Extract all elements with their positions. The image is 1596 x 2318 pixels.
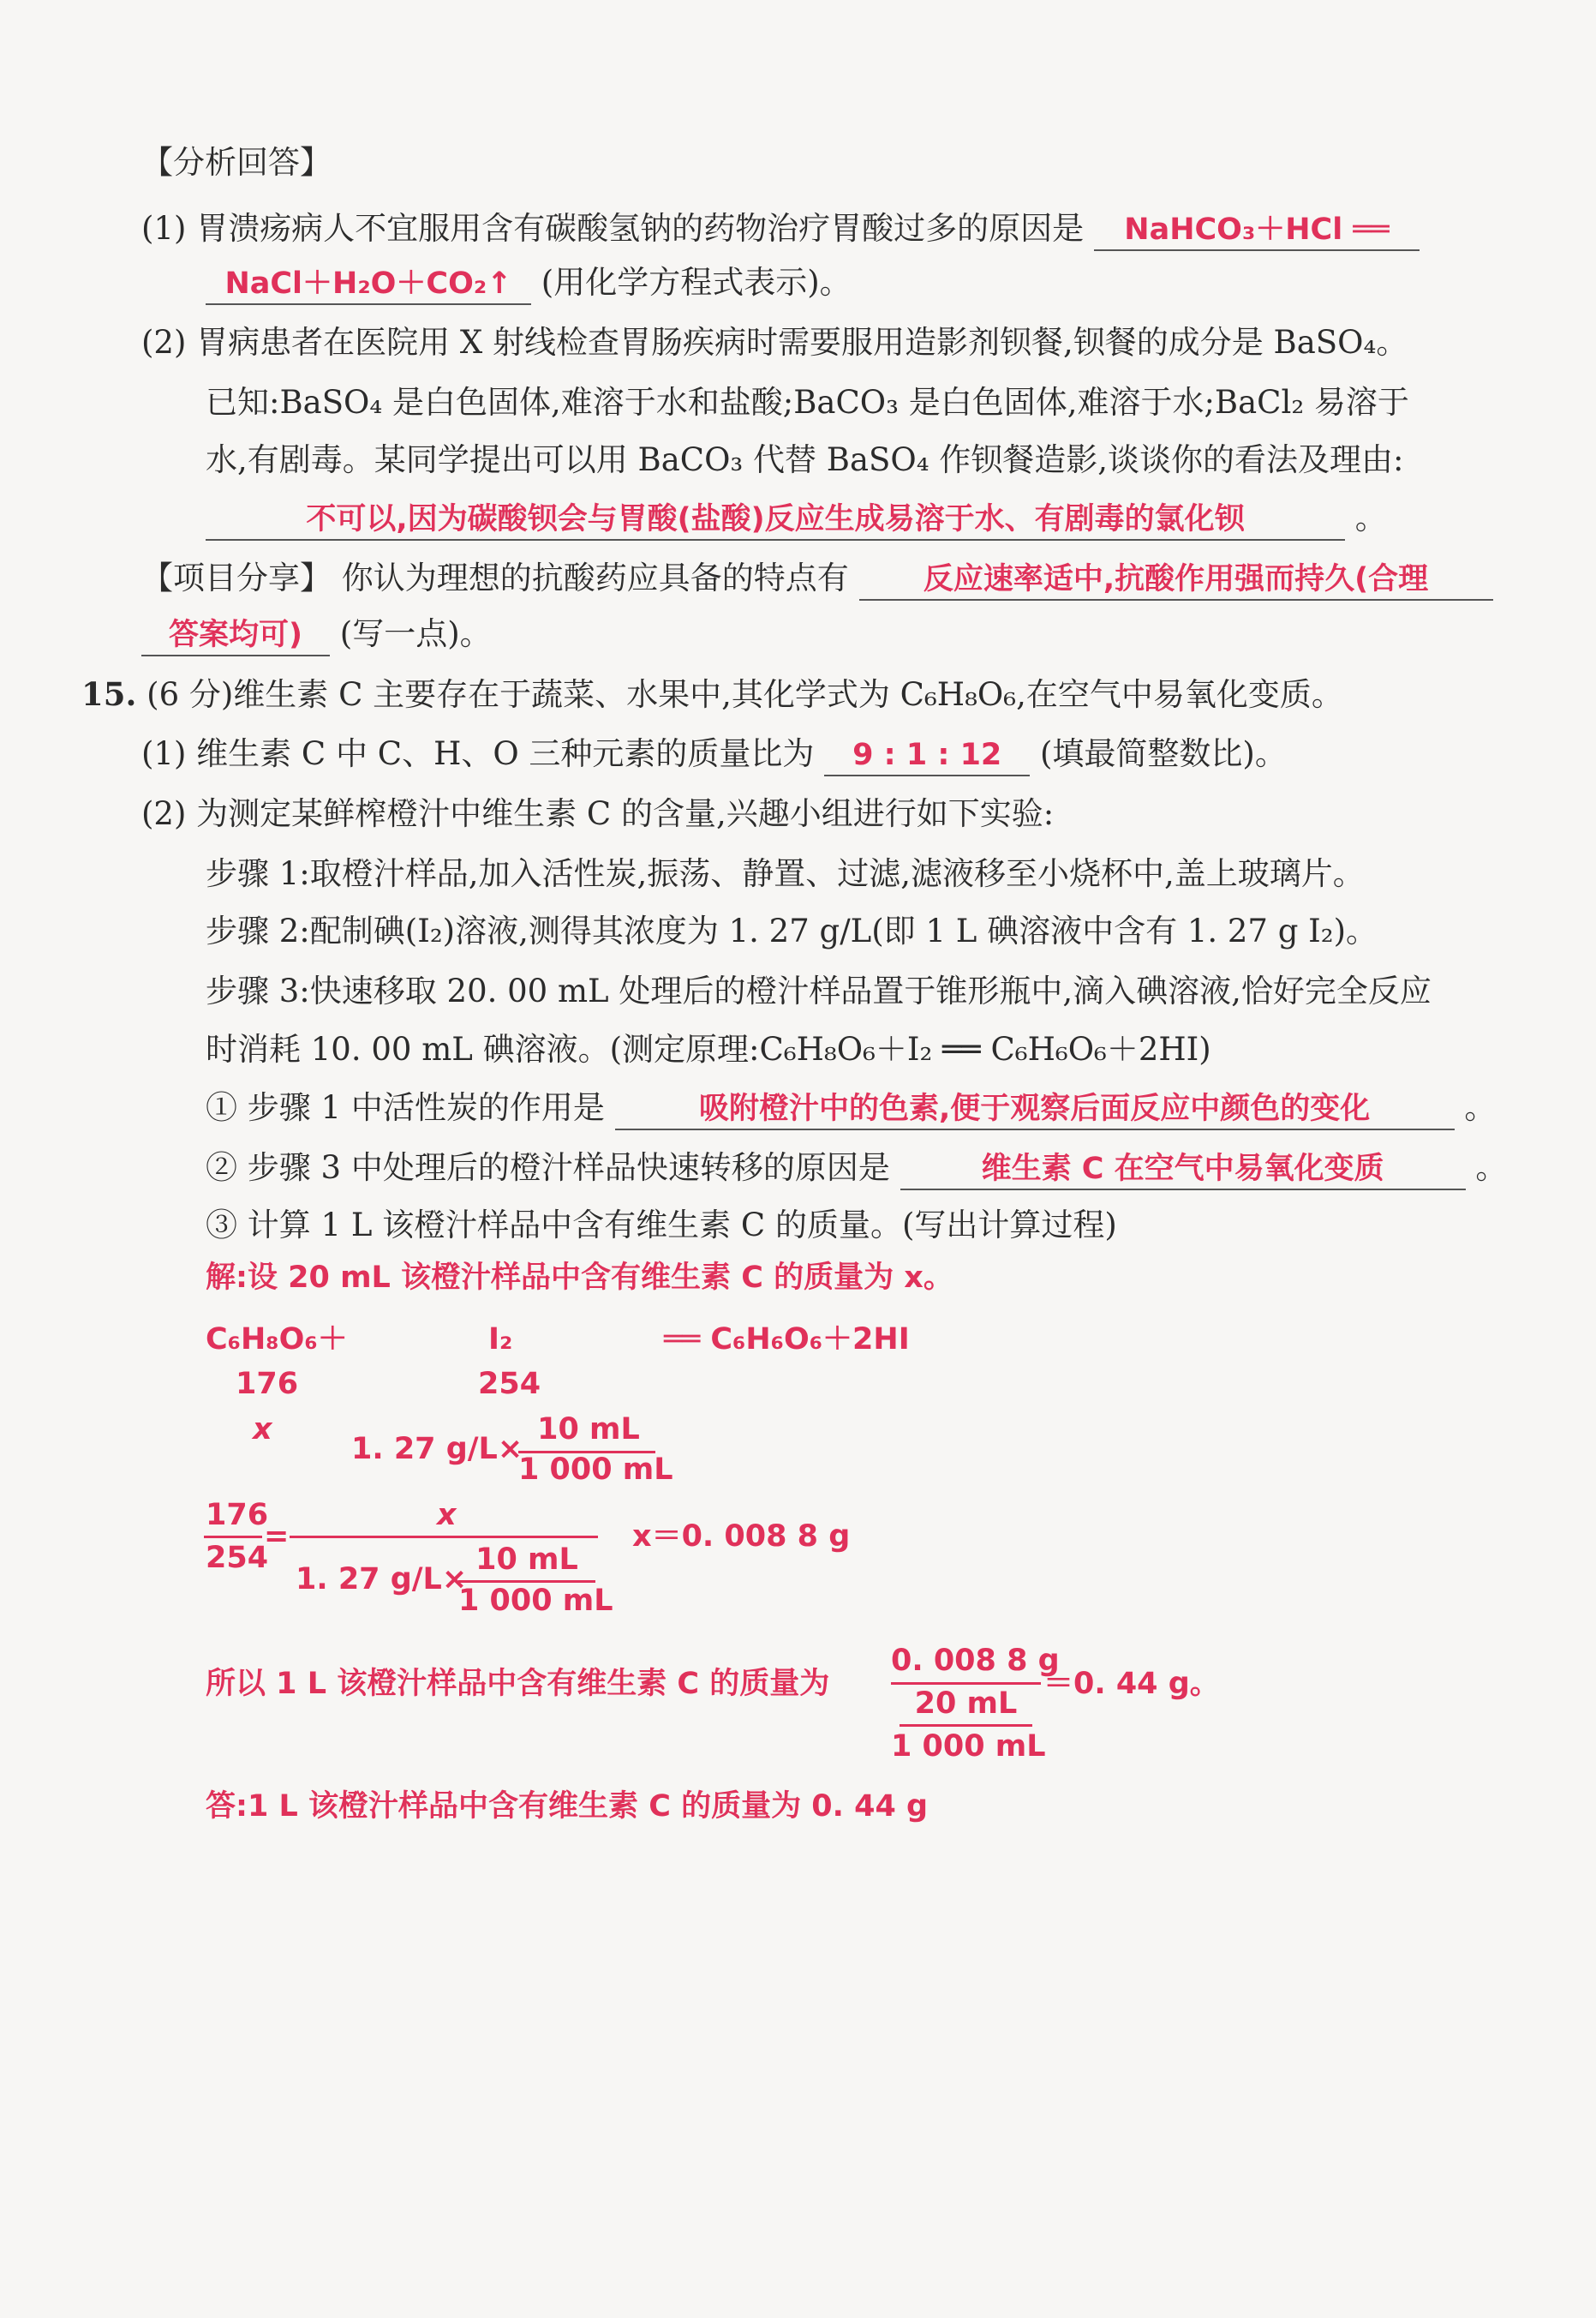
step-1: 步骤 1:取橙汁样品,加入活性炭,振荡、静置、过滤,滤液移至小烧杯中,盖上玻璃片。 [206,855,1365,892]
sub-question-1-text: ① 步骤 1 中活性炭的作用是 [206,1089,605,1126]
period: 。 [1464,1089,1497,1126]
share-tail: (写一点)。 [339,615,492,652]
answer-15-1: 9 : 1 : 12 [824,735,1030,776]
iodine-concentration: 1. 27 g/L× [351,1432,523,1466]
question-15-1-tail: (填最简整数比)。 [1039,735,1287,772]
conclusion-result: ＝0. 44 g。 [1043,1667,1220,1701]
share-answer-part-a: 反应速率适中,抗酸作用强而持久(合理 [859,560,1493,601]
unknown-x: x [253,1412,272,1447]
solution-intro: 解:设 20 mL 该橙汁样品中含有维生素 C 的质量为 x。 [206,1261,953,1295]
ratio-volume-denominator: 1 000 mL [458,1584,613,1618]
step-2: 步骤 2:配制碘(I₂)溶液,测得其浓度为 1. 27 g/L(即 1 L 碘溶液中含有 1. 27 g I₂)。 [206,913,1378,949]
molar-mass-b: 254 [478,1367,541,1401]
step-3-line-2: 时消耗 10. 00 mL 碘溶液。(测定原理:C₆H₈O₆＋I₂ ══ C₆H₆O₆＋2HI) [206,1031,1211,1068]
question-15-1 [141,733,1287,776]
final-answer: 答:1 L 该橙汁样品中含有维生素 C 的质量为 0. 44 g [206,1789,929,1824]
sub-answer-2: 维生素 C 在空气中易氧化变质 [900,1149,1466,1190]
answer-2: 不可以,因为碳酸钡会与胃酸(盐酸)反应生成易溶于水、有剧毒的氯化钡 [206,500,1345,541]
period: 。 [1354,500,1387,536]
ratio-numerator: 176 [206,1498,269,1532]
volume-denominator: 1 000 mL [518,1452,673,1487]
question-1-text: (1) 胃溃疡病人不宜服用含有碳酸氢钠的药物治疗胃酸过多的原因是 [141,210,1085,247]
conclusion-numerator: 0. 008 8 g [891,1644,1060,1678]
equals-sign: = [264,1519,290,1554]
sub-question-1 [206,1087,1496,1130]
step-3-line-1: 步骤 3:快速移取 20. 00 mL 处理后的橙汁样品置于锥形瓶中,滴入碘溶液,恰好完全反应 [206,973,1432,1009]
ratio-volume-numerator: 10 mL [475,1542,578,1577]
ratio-concentration: 1. 27 g/L× [296,1562,468,1596]
question-1-line-2 [206,261,852,305]
question-15 [81,673,1343,716]
question-1-tail: (用化学方程式表示)。 [541,264,852,301]
sub-question-3: ③ 计算 1 L 该橙汁样品中含有维生素 C 的质量。(写出计算过程) [206,1207,1117,1243]
section-title-analysis: 【分析回答】 [141,144,332,181]
equation-reactant-b: I₂ [488,1322,513,1357]
question-2-line-2: 已知:BaSO₄ 是白色固体,难溶于水和盐酸;BaCO₃ 是白色固体,难溶于水;BaCl₂ 易溶于 [206,384,1409,421]
sub-question-2 [206,1147,1507,1190]
question-2-line-1: (2) 胃病患者在医院用 X 射线检查胃肠疾病时需要服用造影剂钡餐,钡餐的成分是 BaSO₄。 [141,324,1408,361]
conclusion-text: 所以 1 L 该橙汁样品中含有维生素 C 的质量为 [206,1667,830,1701]
share-line-2 [141,613,492,656]
question-15-text: (6 分)维生素 C 主要存在于蔬菜、水果中,其化学式为 C₆H₈O₆,在空气中易氧化变质。 [146,676,1343,713]
question-15-1-text: (1) 维生素 C 中 C、H、O 三种元素的质量比为 [141,735,815,772]
volume-numerator: 10 mL [537,1412,640,1447]
ratio-x: x [437,1498,457,1532]
equation-products: ══ C₆H₆O₆＋2HI [664,1322,910,1357]
result-x: x＝0. 008 8 g [632,1519,851,1554]
share-answer-part-b: 答案均可) [141,615,330,656]
fraction-bar [290,1536,598,1538]
share-line-1 [141,557,1493,601]
question-number: 15. [81,675,137,713]
sub-question-2-text: ② 步骤 3 中处理后的橙汁样品快速转移的原因是 [206,1149,890,1186]
molar-mass-a: 176 [236,1367,299,1401]
conclusion-denominator-top: 20 mL [914,1686,1018,1721]
share-text: 你认为理想的抗酸药应具备的特点有 [341,560,849,596]
period: 。 [1475,1149,1508,1186]
answer-1-part-a: NaHCO₃＋HCl ══ [1094,210,1420,251]
question-1 [141,207,1420,251]
equation-reactant-a: C₆H₈O₆＋ [206,1322,348,1357]
question-2-answer-line [206,497,1387,541]
answer-1-part-b: NaCl＋H₂O＋CO₂↑ [206,264,531,305]
conclusion-denominator-bottom: 1 000 mL [891,1729,1046,1764]
question-15-2: (2) 为测定某鲜榨橙汁中维生素 C 的含量,兴趣小组进行如下实验: [141,795,1055,832]
question-2-line-3: 水,有剧毒。某同学提出可以用 BaCO₃ 代替 BaSO₄ 作钡餐造影,谈谈你的看法及理由: [206,441,1404,478]
sub-answer-1: 吸附橙汁中的色素,便于观察后面反应中颜色的变化 [615,1089,1455,1130]
section-title-share: 【项目分享】 [141,560,332,596]
ratio-denominator: 254 [206,1541,269,1575]
